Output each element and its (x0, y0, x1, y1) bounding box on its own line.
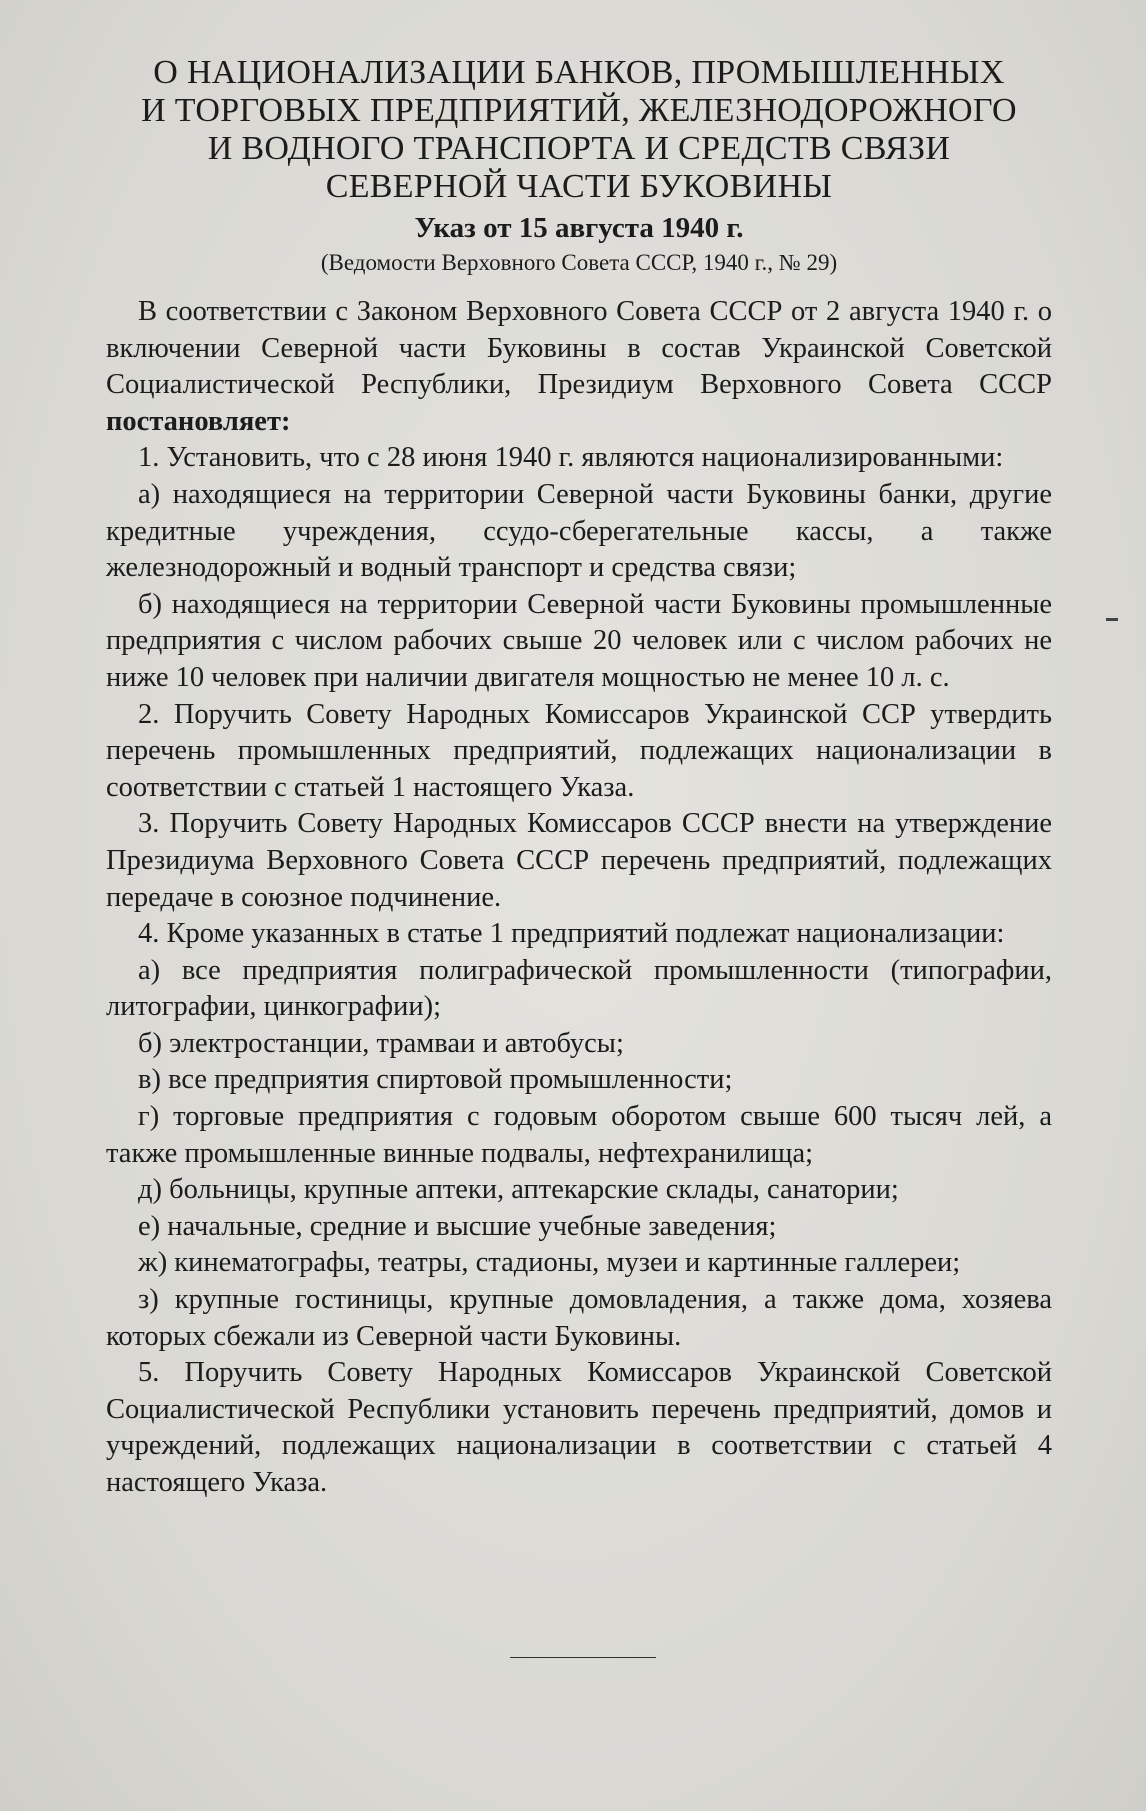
paragraph: б) электростанции, трамваи и автобусы; (138, 1027, 624, 1059)
paragraph: з) крупные гостиницы, крупные домовладения, а также дома, хозяева которых сбежали из Северной части Буковины. (106, 1284, 1052, 1352)
document-title (106, 54, 1052, 206)
paragraph: д) больницы, крупные аптеки, аптекарские склады, санатории; (138, 1174, 899, 1206)
paragraph: 3. Поручить Совету Народных Комиссаров СССР внести на утверждение Президиума Верховного Совета СССР перечень предприятий, подлежащих передаче в союзное подчинение. (106, 808, 1052, 913)
paragraph: в) все предприятия спиртовой промышленности; (138, 1064, 733, 1096)
title-line: СЕВЕРНОЙ ЧАСТИ БУКОВИНЫ (325, 168, 833, 205)
paragraph: 5. Поручить Совету Народных Комиссаров Украинской Советской Социалистической Республики установить перечень предприятий, домов и учреждений, подлежащих национализации в соответствии с статьей 4 настоящего Указа. (106, 1357, 1052, 1498)
paragraph: ж) кинематографы, театры, стадионы, музеи и картинные галлереи; (138, 1247, 961, 1279)
preamble-text: В соответствии с Законом Верховного Совета СССР от 2 августа 1940 г. о включении Северной части Буковины в состав Украинской Советской Социалистической Республики, Президиум Верховного Совета СССР (106, 296, 1052, 401)
source-citation: (Ведомости Верховного Совета СССР, 1940 г., № 29) (320, 250, 838, 275)
title-line: И ВОДНОГО ТРАНСПОРТА И СРЕДСТВ СВЯЗИ (207, 130, 951, 167)
paragraph: 1. Установить, что с 28 июня 1940 г. являются национализированными: (138, 442, 1004, 474)
paragraph: а) находящиеся на территории Северной части Буковины банки, другие кредитные учреждения, ссудо-сберегательные кассы, а также железнодорожный и водный транспорт и средства связи; (106, 478, 1052, 584)
document-content (106, 54, 1052, 1502)
paragraph: е) начальные, средние и высшие учебные заведения; (138, 1210, 777, 1242)
paragraph: г) торговые предприятия с годовым оборотом свыше 600 тысяч лей, а также промышленные винные подвалы, нефтехранилища; (106, 1101, 1052, 1169)
paragraph: а) все предприятия полиграфической промышленности (типографии, литографии, цинкографии); (106, 954, 1052, 1023)
decree-date: Указ от 15 августа 1940 г. (414, 212, 744, 244)
paragraph: б) находящиеся на территории Северной части Буковины промышленные предприятия с числом рабочих свыше 20 человек или с числом рабочих не ниже 10 человек при наличии двигателя мощностью не менее 10 л. с. (106, 588, 1052, 693)
paragraph: 4. Кроме указанных в статье 1 предприятий подлежат национализации: (138, 918, 1005, 950)
title-line: О НАЦИОНАЛИЗАЦИИ БАНКОВ, ПРОМЫШЛЕННЫХ (153, 54, 1005, 91)
document-body (106, 294, 1052, 1502)
end-rule (510, 1657, 656, 1658)
margin-mark (1106, 618, 1118, 621)
title-line: И ТОРГОВЫХ ПРЕДПРИЯТИЙ, ЖЕЛЕЗНОДОРОЖНОГО (141, 92, 1017, 129)
preamble-bold: постановляет: (106, 405, 291, 437)
paragraph: 2. Поручить Совету Народных Комиссаров Украинской ССР утвердить перечень промышленных предприятий, подлежащих национализации в соответствии с статьей 1 настоящего Указа. (106, 698, 1052, 803)
preamble (106, 294, 1052, 440)
